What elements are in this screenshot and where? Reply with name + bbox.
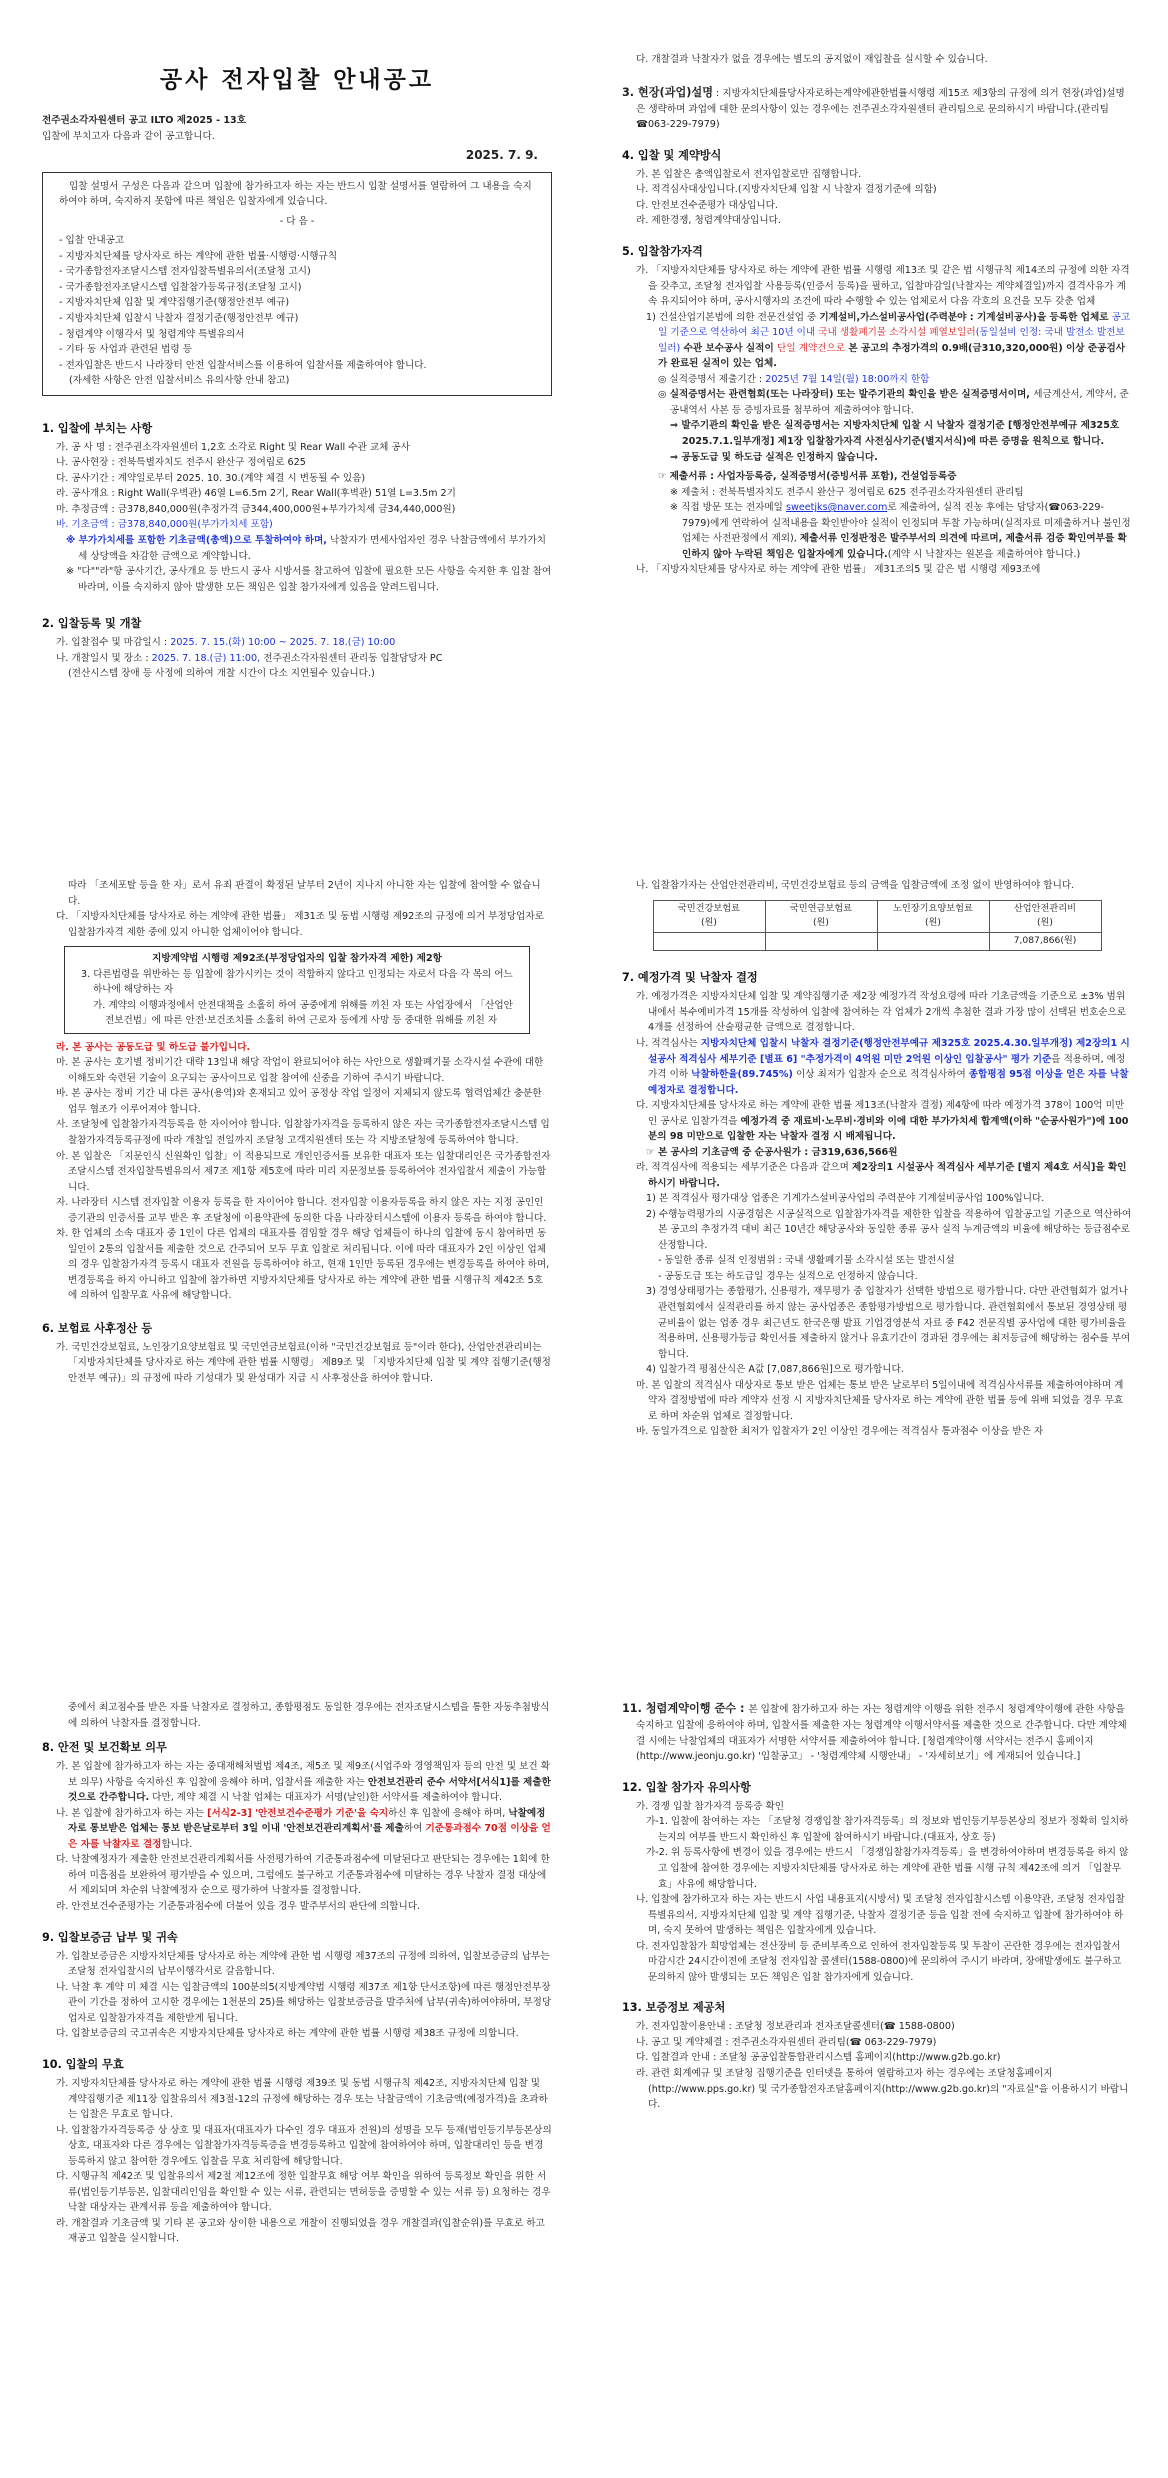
s5-docs: 제출서류 : 사업자등록증, 실적증명서(증빙서류 포함), 건설업등록증 <box>669 471 957 483</box>
s-right-item: 다. 개찰결과 낙찰자가 없을 경우에는 별도의 공지없이 재입찰을 실시할 수 있습니다. <box>636 54 988 65</box>
s2-note: (전산시스템 장애 등 사정에 의하여 개찰 시간이 다소 지연될수 있습니다.) <box>68 668 375 680</box>
s5-qual-blue: 공고일 기준으로 역산하여 최근 10년 이내 <box>658 311 1131 339</box>
s12-item: 다. 전자입찰참가 희망업체는 전산장비 등 준비부족으로 인하여 전자입찰등록 및 투찰이 곤란한 경우에는 전자입찰서 마감시간 24시간이전에 조달청 전자입찰 콜센터(1588-0800)에 문의하여 주시기 바라며, 장애발생에도 불구하고 문의하지 않아 발생되는 모든 책임은 입찰 참가자에게 있습니다. <box>636 1940 1122 1983</box>
page3-right-column <box>622 1700 1132 2113</box>
table-cell <box>653 933 765 951</box>
s7-sub-item: 1) 본 적격심사 평가대상 업종은 기계가스설비공사업의 주력분야 기계설비공사업 100%입니다. <box>646 1193 1045 1205</box>
s8-text: 하여 <box>403 1823 426 1835</box>
s13-item: 나. 공고 및 계약체결 : 전주권소각자원센터 관리팀(☎ 063-229-7979) <box>636 2036 937 2048</box>
intro-text: 입찰에 부치고자 다음과 같이 공고합니다. <box>42 130 215 142</box>
s5-item: 마. 본 공사는 호기별 정비기간 대략 13일내 해당 작업이 완료되어야 하는 사안으로 생활폐기물 소각시설 수관에 대한 이해도와 숙련된 기술이 요구되는 공사이므로 입찰 참여에 신중을 기하여 주시기 바랍니다. <box>56 1057 544 1084</box>
s1-base-amount: 바. 기초금액 : 금378,840,000원(부가가치세 포함) <box>56 519 273 531</box>
s7-text: 이상 최저가 입찰자 순으로 적격심사하여 <box>792 1069 969 1081</box>
s5-submit-place: ※ 제출처 : 전북특별자치도 전주시 완산구 정여립로 625 전주권소각자원센터 관리팀 <box>670 486 1024 498</box>
s7-text: 나. 적격심사는 <box>636 1037 701 1049</box>
s7-item-cont: 중에서 최고점수를 받은 자를 낙찰자로 결정하고, 종합평점도 동일한 경우에는 전자조달시스템을 통한 자동추첨방식에 의하여 낙찰자를 결정합니다. <box>68 1702 550 1729</box>
s8-red: 기준통과점수 70점 이상을 얻은 자를 낙찰자로 결정 <box>68 1823 551 1850</box>
s12-sub-item: 가-2. 위 등록사항에 변경이 있을 경우에는 반드시 「경쟁입찰참가자격등록」을 변경하여야하며 변경등록을 하지 않고 입찰에 참여한 경우에는 지방자치단체를 당사자로 하는 계약에 관한 법률 시행 규칙 제42조에 의거 「입찰무효」사유에 해당합니다. <box>646 1847 1129 1890</box>
s10-item: 라. 개찰결과 기초금액 및 기타 본 공고와 상이한 내용으로 개찰이 진행되었을 경우 개찰결과(입찰순위)를 무효로 하고 재공고 입찰을 실시합니다. <box>56 2217 545 2245</box>
s5-qual-bold3: 본 공고의 추정가격의 0.9배(금310,320,000원) 이상 준공검사가 완료된 실적이 있는 업체. <box>658 342 1125 370</box>
s7-text: 을 적용하며, 예정가격 이하 <box>648 1053 1126 1081</box>
page2-right-column <box>622 878 1132 1440</box>
s13-item: 가. 전자입찰이용안내 : 조달청 정보관리과 전자조달콜센터(☎ 1588-0800) <box>636 2021 955 2033</box>
section-13-heading: 13. 보증정보 제공처 <box>622 2001 726 2015</box>
s4-item: 다. 안전보건수준평가 대상입니다. <box>636 199 778 211</box>
law-box-item: 가. 계약의 이행과정에서 안전대책을 소홀히 하여 공중에게 위해를 끼친 자 또는 사업장에서 「산업안전보건법」에 따른 안전·보건조치를 소홀히 하여 근로자 등에게 사망 등 중대한 위해를 끼친 자 <box>93 999 513 1027</box>
s5-qual-red: 국내 생활폐기물 소각시설 폐열보일러 <box>818 327 976 339</box>
s8-text: 합니다. <box>161 1838 193 1850</box>
s8-item: 라. 안전보건수준평가는 기준통과점수에 더불어 있을 경우 발주부서의 판단에 의합니다. <box>56 1900 421 1912</box>
notice-box <box>42 172 552 396</box>
box-item: - 기타 동 사업과 관련된 법령 등 <box>59 344 192 356</box>
s1-item: 나. 공사현장 : 전북특별자치도 전주시 완산구 정여립로 625 <box>56 457 306 469</box>
s5-submit-text2: 로 제출하여, 실적 진농 후에는 담당자(☎063-229-7979)에게 연락하여 실적내용을 확인받아야 실적이 인정되며 투찰 가능하며(실적자료 미제출하거나 불인정 업체는 사전판정에서 제외), <box>682 502 1131 545</box>
section-9-heading: 9. 입찰보증금 납부 및 귀속 <box>42 1930 178 1944</box>
s9-item: 나. 낙찰 후 계약 미 체결 시는 입찰금액의 100분의5(지방계약법 시행령 제37조 제1항 단서조항)에 따른 행정안전부장관이 기간을 정하여 고시한 경우에는 1천분의 25)를 해당하는 입찰보증금을 발주처에 납부(귀속)하여야하며, 부정당업자로 입찰참가자격을 제한받게 됩니다. <box>56 1981 552 2024</box>
box-item: (자세한 사항은 안전 입찰서비스 유의사항 안내 참고) <box>69 375 290 387</box>
insurance-table <box>653 900 1102 952</box>
s5-email-link[interactable]: sweetjks@naver.com <box>785 502 888 514</box>
s7-sub-sub-item: - 동일한 종류 실적 인정범위 : 국내 생활폐기물 소각시설 또는 발전시설 <box>658 1255 955 1267</box>
box-item: - 지방자치단체 입찰시 낙찰자 결정기준(행정안전부 예규) <box>59 313 299 324</box>
s7-sub-item: 3) 경영상태평가는 종합평가, 신용평가, 재무평가 중 입찰자가 선택한 방법으로 평가합니다. 다만 관련협회가 없거나 관련협회에서 실적관리를 하지 않는 공사업종은 종합평가방법으로 평가합니다. 관련협회에서 통보된 경영상태 평균비율이 없는 업종 경우 최근년도 한국은행 발표 기업경영분석 자료 중 F42 전문직별 공사업에 대한 평가비율을 적용하며, 신용평가등급 확인서를 제출하지 않거나 유효기간이 경과된 경우에는 최저등급에 해당하는 점수를 부여합니다. <box>646 1286 1131 1360</box>
s1-note2: ※ "다""라"항 공사기간, 공사개요 등 반드시 공사 시방서를 참고하여 입찰에 필요한 모든 사항을 숙지한 후 입찰 참여바라며, 이를 숙지하지 않아 발생한 모든 책임은 입찰 참가자에게 있음을 알려드립니다. <box>66 566 552 593</box>
s2-label: 가. 입찰접수 및 마감일시 : <box>56 637 171 649</box>
s10-item: 다. 시행규칙 제42조 및 입찰유의서 제2절 제12조에 정한 입찰무효 해당 여부 확인을 위하여 등록정보 확인을 위한 서류(법인등기부등본, 입찰대리인임을 확인할 수 있는 서류, 관련되는 면허등을 증명할 수 있는 서류 등) 요청하는 경우 낙찰 대상자는 관계서류 등을 제출하여야 합니다. <box>56 2171 551 2214</box>
box-heading: - 다 음 - <box>279 215 315 227</box>
law-box-item: 3. 다른법령을 위반하는 등 입찰에 참가시키는 것이 적합하지 않다고 인정되는 자로서 다음 각 목의 어느 하나에 해당하는 자 <box>81 968 513 996</box>
s7-item: 가. 예정가격은 지방자치단체 입찰 및 계약집행기준 제2장 예정가격 작성요령에 따라 기초금액을 기준으로 ±3% 범위 내에서 복수예비가격 15개를 작성하여 입찰에 참여하는 각 업체가 2개씩 추첨한 결과 가장 많이 선택된 번호순으로 4개를 선정하여 산술평균한 금액으로 결정합니다. <box>636 991 1127 1034</box>
page-title: 공사 전자입찰 안내공고 <box>159 67 435 93</box>
s8-text: 가. 본 입찰에 참가하고자 하는 자는 중대재해처벌법 제4조, 제5조 및 제9조(시업주와 경영책임자 등의 안전 및 보건 확보 의무) 사항을 숙지하신 후 입찰에 응해야 하며, 입찰서를 제출한 자는 <box>56 1761 550 1788</box>
notice-number: 전주권소각자원센터 공고 ILTO 제2025 - 13호 <box>42 115 247 127</box>
s7-score: 종합평점 95점 이상을 얻은 자를 낙찰예정자로 결정합니다. <box>648 1069 1129 1096</box>
s7-bold: 제2장의1 시설공사 적격심사 세부기준 [별지 제4호 서식]을 확인하시기 바랍니다. <box>648 1162 1127 1189</box>
s7-item: 마. 본 입찰의 적격심사 대상자로 통보 받은 업체는 통보 받은 날로부터 5일이내에 적격심사서류를 제출하여야하며 계약자 결정방법에 따라 계약자 선정 시 지방자치단체를 당사자로 하는 계약에 관한 법률 등에 위배 되었을 경우 무효로 하며 차순위 업체로 결정합니다. <box>636 1379 1124 1422</box>
s5-item: 사. 조달청에 입찰참가자격등록을 한 자이어야 합니다. 입찰참가자격을 등록하지 않은 자는 국가종합전자조달시스템 입찰참가자격등록규정에 따라 개찰일 전일까지 조달청 고객지원센터 또는 각 지방조달청에 등록하여야 합니다. <box>56 1119 550 1146</box>
s1-note: ※ 부가가치세를 포함한 기초금액(총액)으로 투찰하여야 하며, <box>66 534 327 546</box>
s12-item: 나. 입찰에 참가하고자 하는 자는 반드시 사업 내용표지(시방서) 및 조달청 전자입찰시스템 이용약관, 조달청 전자입찰 특별유의서, 지방자치단체 입찰 및 계약 집행기준, 낙찰자 결정기준 등을 입찰 전에 숙지하고 입찰에 참가하여야 하며, 숙지 못하여 발생하는 책임은 입찰자에게 있습니다. <box>636 1894 1125 1937</box>
table-cell: 7,087,866(원) <box>989 933 1101 951</box>
s7-item: 바. 동일가격으로 입찰한 최저가 입찰자가 2인 이상인 경우에는 적격심사 통과점수 이상을 받은 자 <box>636 1426 1044 1438</box>
s10-item: 나. 입찰참가자격등록증 상 상호 및 대표자(대표자가 다수인 경우 대표자 전원)의 성명을 모두 등재(법인등기부등본상의 상호, 대표자와 다른 경우에는 입찰참가자격등록증을 변경등록하고 입찰에 참여하여야 하며, 입찰대리인 등을 변경등록하지 않고 참여한 경우에도 입찰을 무효 처리함에 해당합니다. <box>56 2124 552 2167</box>
s6-item: 가. 국민건강보험료, 노인장기요양보험료 및 국민연금보험료(이하 "국민건강보험료 등"이라 한다), 산업안전관리비는 「지방자치단체를 당사자로 하는 계약에 관한 법률 시행령」 제89조 및 「지방자치단체 입찰 및 계약 집행기준(행정안전부 예규)」의 규정에 따라 기성대가 및 완성대가 지급 시 사후정산을 하여야 합니다. <box>56 1341 551 1385</box>
box-item: - 국가종합전자조달시스템 입찰참가등록규정(조달청 고시) <box>59 281 302 293</box>
s5-qual-red2: 단일 계약건으로 <box>777 342 845 354</box>
s4-item: 나. 적격심사대상입니다.(지방자치단체 입찰 시 낙찰자 결정기준에 의함) <box>636 184 937 196</box>
table-cell <box>765 933 877 951</box>
s1-note-cont: 낙찰자가 면세사업자인 경우 낙찰금액에서 부가가치세 상당액을 차감한 금액으로 계약합니다. <box>78 534 547 562</box>
s5-deadline-label: ◎ 실적증명서 제출기간 : <box>658 373 766 385</box>
s5-item: 아. 본 입찰은 「지문인식 신원확인 입찰」이 적용되므로 개인인증서를 보유한 대표자 또는 입찰대리인은 국가종합전자조달시스템 전자입찰특별유의서 제7조 제1항 제5호에 따라 미리 지문정보를 등록하여야 전자입찰서 제출이 가능합니다. <box>56 1150 551 1193</box>
law-box <box>64 946 530 1034</box>
s8-text: 나. 본 입찰에 참가하고자 하는 자는 <box>56 1807 208 1819</box>
s2-period: 2025. 7. 15.(화) 10:00 ~ 2025. 7. 18.(금) 10:00 <box>170 637 396 649</box>
section-5-heading: 5. 입찰참가자격 <box>622 245 703 258</box>
box-item: - 지방자치단체를 당사자로 하는 계약에 관한 법률·시행령·시행규칙 <box>59 250 338 262</box>
s5-qual-bold: 기계설비,가스설비공사업(주력분야 : 기계설비공사)을 등록한 업체로 <box>819 311 1109 323</box>
s5-item: 바. 본 공사는 정비 기간 내 다른 공사(용역)와 혼재되고 있어 공정상 작업 일정이 지체되지 않도록 협력업체간 충분한 업무 협조가 이루어져야 합니다. <box>56 1088 542 1115</box>
s3-text: 지방자치단체를당사자로하는계약에관한법률시행령 제15조 제3항의 규정에 의거 현장(과업)설명은 생략하며 과업에 대한 문의사항이 있는 경우에는 전주권소각자원센터 관리팀으로 문의하시기 바랍니다.(관리팀 ☎063-229-7979) <box>636 87 1125 131</box>
s5-item: 가. 「지방자치단체를 당사자로 하는 계약에 관한 법률 시행령 제13조 및 같은 법 시행규칙 제14조의 규정에 의한 자격을 갖추고, 조달청 전자입찰 사용등록(인증서 등록)을 필하고, 입찰마감일(낙찰자는 계약체결일)까지 결격사유가 계속 유지되어야 하며, 공사시행자의 조건에 따라 수행할 수 있는 업체로서 다음 각호의 요건을 모두 갖춘 업체 <box>636 265 1130 308</box>
s11-text: 본 입찰에 참가하고자 하는 자는 청렴계약 이행을 위한 전주시 청렴계약이행에 관한 사항을 숙지하고 입찰에 응하여야 하며, 입찰서를 제출한 자는 청렴계약 이행서약서를 제출한 것으로 간주합니다. 다만 계약체결 시에는 낙찰업체의 대표자가 서명한 서약서를 제출하여야 합니다. [청렴계약이행 서약서는 전주시 홈페이지(http://www.jeonju.go.kr) '입찰공고」 - '청렴계약체 시행안내」 - '자세히보기」에 게재되어 있습니다.] <box>636 1704 1127 1763</box>
s5-item: 자. 나라장터 시스템 전자입찰 이용자 등록을 한 자이어야 합니다. 전자입찰 이용자등록을 하지 않은 자는 지정 공인인증기관의 인증서를 교부 받은 후 조달청에 이용약관에 동의한 다음 나라장터시스템에 이용자 등록을 하여야 합니다. <box>56 1197 547 1224</box>
page3-left-column <box>42 1700 552 2247</box>
s2-open-time: 2025. 7. 18.(금) 11:00, <box>151 652 261 664</box>
section-1-heading: 1. 입찰에 부치는 사항 <box>42 421 153 435</box>
table-header: 노인장기요양보험료 (원) <box>877 900 989 933</box>
s2-place: 전주권소각자원센터 관리동 입찰담당자 PC <box>260 652 443 664</box>
section-6-heading: 6. 보험료 사후정산 등 <box>42 1321 153 1335</box>
s10-item: 가. 지방자치단체를 당사자로 하는 계약에 관한 법률 시행령 제39조 및 동법 시행규칙 제42조, 지방자치단체 입찰 및 계약집행기준 제11장 입찰유의서 제3절-12의 규정에 해당하는 경우 또는 낙찰금액이 기초금액(예정가격)을 초과하는 입찰은 무효로 합니다. <box>56 2077 548 2121</box>
section-3-heading: 3. 현장(과업)설명 <box>622 85 713 99</box>
page1-right-column: 다. 개찰결과 낙찰자가 없을 경우에는 별도의 공지없이 재입찰을 실시할 수 있습니다. 3. 현장(과업)설명 : 지방자치단체를당사자로하는계약에관한법률시행령 제15조 제3항의 규정에 의거 현장(과업)설명은 생략하며 과업에 대한 문의사항이 있는 경우에는 전주권소각자원센터 관리팀으로 문의하시기 바랍니다.(관리팀 ☎063-229-7979) 4. 입찰 및 계약방식 가. 본 입찰은 총액입찰로서 전자입찰로만 집행합니다. 나. 적격심사대상입니다.(지방자치단체 입찰 시 낙찰자 결정기준에 의함) 다. 안전보건수준평가 대상입니다. 라. 제한경쟁, 청렴계약대상입니다. 5. 입찰참가자격 가. 「지방자치단체를 당사자로 하는 계약에 관한 법률 시행령 제13조 및 같은 법 시행규칙 제14조의 규정에 의한 자격을 갖추고, 조달청 전자입찰 사용등록(인증서 등록)을 필하고, 입찰마감일(낙찰자는 계약체결일)까지 결격사유가 계속 유지되어야 하며, 공사시행자의 조건에 따라 수행할 수 있는 업체로서 다음 각호의 요건을 모두 갖춘 업체 1) 건설산업기본법에 의한 전문건설업 중 기계설비,가스설비공사업(주력분야 : 기계설비공사)을 등록한 업체로 공고일 기준으로 역산하여 최근 10년 이내 국내 생활폐기물 소각시설 폐열보일러(동일설비 인정: 국내 발전소 발전보일러) 수관 보수공사 실적이 단일 계약건으로 본 공고의 추정가격의 0.9배(금310,320,000원) 이상 준공검사가 완료된 실적이 있는 업체. ◎ 실적증명서 제출기간 : 2025년 7월 14일(월) 18:00까지 한함 ◎ 실적증명서는 관련협회(또는 나라장터) 또는 발주기관의 확인을 받은 실적증명서이며, 세금계산서, 계약서, 준공내역서 사본 등 증빙자료를 첨부하여 제출하여야 합니다. ⇒ 발주기관의 확인을 받은 실적증명서는 지방자치단체 입찰 시 낙찰자 결정기준 [행정안전부예규 제325호 2025.7.1.일부개정] 제1장 입찰참가자격 사전심사기준(별지서식)에 따른 증명을 원칙으로 합니다. ⇒ 공동도급 및 하도급 실적은 인정하지 않습니다. ☞ 제출서류 : 사업자등록증, 실적증명서(증빙서류 포함), 건설업등록증 ※ 제출처 : 전북특별자치도 전주시 완산구 정여립로 625 전주권소각자원센터 관리팀 ※ 직접 방문 또는 전자메일 sweetjks@naver.com로 제출하여, 실적 진농 후에는 담당자(☎063-229-7979)에게 연락하여 실적내용을 확인받아야 실적이 인정되며 투찰 가능하며(실적자료 미제출하거나 불인정 업체는 사전판정에서 제외), 제출서류 인정판정은 발주부서의 의견에 따르며, 제출서류 검증 확인여부를 확인하지 않아 누락된 책임은 입찰자에게 있습니다.(계약 시 낙찰자는 원본을 제출하여야 합니다.) 나. 「지방자치단체를 당사자로 하는 계약에 관한 법률」 제31조의5 및 같은 법 시행령 제93조에 <box>622 52 1132 578</box>
s5-proof-text2: 세금계산서, 계약서, 준공내역서 사본 등 증빙자료를 첨부하여 제출하여야 합니다. <box>670 389 1129 416</box>
s5-arrow-note: ⇒ 발주기관의 확인을 받은 실적증명서는 지방자치단체 입찰 시 낙찰자 결정기준 [행정안전부예규 제325호 2025.7.1.일부개정] 제1장 입찰참가자격 사전심사기준(별지서식)에 따른 증명을 원칙으로 합니다. <box>670 420 1120 447</box>
s1-item: 라. 공사개요 : Right Wall(우벽관) 46열 L=6.5m 2기, Rear Wall(후벽관) 51열 L=3.5m 2기 <box>56 488 456 500</box>
s8-text: 하신 후 입찰에 응해야 하며, <box>388 1807 509 1819</box>
page2-left-column <box>42 878 552 1387</box>
s9-item: 가. 입찰보증금은 지방자치단체를 당사자로 하는 계약에 관한 법 시행령 제37조의 규정에 의하여, 입찰보증금의 납부는 조달청 전자입찰시의 납부이행각서로 갈음합니다. <box>56 1950 550 1978</box>
box-item: - 청렴계약 이행각서 및 청렴계약 특별유의서 <box>59 328 245 340</box>
section-2-heading: 2. 입찰등록 및 개찰 <box>42 617 142 631</box>
table-header: 산업안전관리비 (원) <box>989 900 1101 933</box>
box-text: 입찰 설명서 구성은 다음과 같으며 입찰에 참가하고자 하는 자는 반드시 입찰 설명서를 열람하여 그 내용을 숙지하여야 하며, 숙지하지 못함에 따른 책임은 입찰자에게 있습니다. <box>59 180 532 208</box>
box-item: - 입찰 안내공고 <box>59 235 125 247</box>
table-header: 국민연금보험료 (원) <box>765 900 877 933</box>
s4-item: 라. 제한경쟁, 청렴계약대상입니다. <box>636 215 781 227</box>
s8-text: 다만, 계약 체결 시 낙찰 업체는 대표자가 서명(날인)한 서약서를 제출하여야 합니다. <box>149 1792 503 1804</box>
s5-deadline: 2025년 7월 14일(월) 18:00까지 한함 <box>765 373 930 385</box>
s5-submit-text3: (계약 시 낙찰자는 원본을 제출하여야 합니다.) <box>887 548 1081 560</box>
s5-item: 나. 「지방자치단체를 당사자로 하는 계약에 관한 법률」 제31조의5 및 같은 법 시행령 제93조에 <box>636 564 1041 576</box>
s5-submit-bold: 제출서류 인정판정은 발주부서의 의견에 따르며, 제출서류 검증 확인여부를 확인하지 않아 누락된 책임은 입찰자에게 있습니다. <box>682 533 1127 560</box>
s7-net-cost: ☞ 본 공사의 기초금액 중 순공사원가 : 금319,636,566원 <box>646 1146 898 1158</box>
box-item: - 지방자치단체 입찰 및 계약집행기준(행정안전부 예규) <box>59 297 290 309</box>
s4-item: 가. 본 입찰은 총액입찰로서 전자입찰로만 집행합니다. <box>636 168 862 180</box>
s7-criteria: 지방자치단체 입찰시 낙찰자 결정기준(행정안전부예규 제325호 2025.4.30.일부개정) 제2장의1 시설공사 적격심사 세부기준 [별표 6] "추정가격이 4억원 미만 2억원 이상인 입찰공사" 평가 기준 <box>648 1037 1130 1065</box>
law-box-title: 지방계약법 시행령 제92조(부정당업자의 입찰 참가자격 제한) 제2항 <box>152 953 442 965</box>
s8-item: 다. 낙찰예정자가 제출한 안전보건관리계획서를 사전평가하여 기준통과점수에 미달된다고 판단되는 경우에는 1회에 한하여 미흡점을 보완하여 평가받을 수 있으며, 그럼에도 불구하고 기준통과점수에 미달하는 경우 낙찰자 결정 대상에서 제외되며 차순위 낙찰예정자 순으로 평가하여 낙찰자를 결정합니다. <box>56 1854 550 1897</box>
s8-bold: 낙찰예정자로 통보받은 업체는 통보 받은날로부터 3일 이내 '안전보건관리계획서'를 제출 <box>68 1807 546 1835</box>
s1-item: 다. 공사기간 : 계약일로부터 2025. 10. 30.(계약 체결 시 변동될 수 있음) <box>56 472 366 484</box>
page1-left-column <box>42 62 552 682</box>
section-12-heading: 12. 입찰 참가자 유의사항 <box>622 1780 751 1794</box>
s5-no-joint: 라. 본 공사는 공동도급 및 하도급 불가입니다. <box>56 1041 251 1053</box>
s7-sub-sub-item: - 공동도급 또는 하도급일 경우는 실적으로 인정하지 않습니다. <box>658 1270 918 1282</box>
s5-item: 차. 한 업체의 소속 대표자 중 1인이 다른 업체의 대표자를 겸임할 경우 해당 업체들이 하나의 입찰에 동시 참여하면 동일인이 2통의 입찰서를 제출한 것으로 간주되어 모두 무효 입찰로 처리됩니다. 이에 따라 대표자가 2인 이상인 업체의 경우 입찰참가자격 등록시 대표자 전원을 등록하여야 하고, 현재 1인만 등록된 경우에는 변경등록을 하여야 하며, 변경등록을 하지 아니하고 입찰에 참가하면 지방자치단체를 당사자로 하는 계약에 관한 법률 시행규칙 제42조 5호에 의하여 입찰무효 사유에 해당합니다. <box>56 1228 550 1302</box>
s1-item: 마. 추정금액 : 금378,840,000원(추정가격 금344,400,000원+부가가치세 금34,440,000원) <box>56 503 456 515</box>
box-item: - 국가종합전자조달시스템 전자입찰특별유의서(조달청 고시) <box>59 266 311 278</box>
section-4-heading: 4. 입찰 및 계약방식 <box>622 148 722 162</box>
s5-arrow-note2: ⇒ 공동도급 및 하도급 실적은 인정하지 않습니다. <box>670 451 878 463</box>
s5-submit-text: ※ 직접 방문 또는 전자메일 <box>670 502 783 514</box>
section-10-heading: 10. 입찰의 무효 <box>42 2057 124 2071</box>
s7-text: 다. 지방자치단체를 당사자로 하는 계약에 관한 법률 제13조(낙찰자 결정) 제4항에 따라 예정가격 378이 100억 미만인 공사로 입찰가격을 <box>636 1100 1125 1127</box>
section-8-heading: 8. 안전 및 보건확보 의무 <box>42 1741 167 1755</box>
s1-item: 가. 공 사 명 : 전주권소각자원센터 1,2호 소각로 Right 및 Rear Wall 수관 교체 공사 <box>56 441 410 453</box>
s12-sub-item: 가-1. 입찰에 참여하는 자는 「조달청 경쟁입찰 참가자격등록」의 정보와 법인등기부등본상의 정보가 정확히 일치하는지의 여부를 반드시 확인하신 후 입찰에 참여하시기 바랍니다.(대표자, 상호 등) <box>646 1816 1129 1843</box>
s13-item: 다. 입찰결과 안내 : 조달청 공공입찰통합관리시스템 홈페이지(http://www.g2b.go.kr) <box>636 2052 1001 2064</box>
s13-item: 라. 관련 회계예규 및 조달청 집행기준을 인터넷을 통하여 열람하고자 하는 경우에는 조달청홈페이지(http://www.pps.go.kr) 및 국가종합전자조달홈페이지(http://www.g2b.go.kr)의 "자료실"을 이용하시기 바랍니다. <box>636 2067 1129 2111</box>
s5-qual-text: 1) 건설산업기본법에 의한 전문건설업 중 <box>646 311 820 323</box>
section-11-heading: 11. 청렴계약이행 준수 : <box>622 1702 749 1715</box>
s5-qual-bold2: 수관 보수공사 실적이 <box>680 342 778 354</box>
s2-label: 나. 개찰일시 및 장소 : <box>56 652 152 664</box>
s6-item: 나. 입찰참가자는 산업안전관리비, 국민건강보험료 등의 금액을 입찰금액에 조정 없이 반영하여야 합니다. <box>636 880 1075 891</box>
s8-bold: 안전보건관리 준수 서약서[서식1]를 제출한 것으로 간주합니다. <box>68 1776 551 1804</box>
s5-hand-icon: ☞ <box>658 471 670 483</box>
s9-item: 다. 입찰보증금의 국고귀속은 지방자치단체를 당사자로 하는 계약에 관한 법률 시행령 제38조 규정에 의합니다. <box>56 2028 519 2040</box>
box-item: - 전자입찰은 반드시 나라장터 안전 입찰서비스를 이용하여 입찰서를 제출하여야 합니다. <box>59 359 427 371</box>
s12-item: 가. 경쟁 입찰 참가자격 등록증 확인 <box>636 1800 785 1812</box>
s7-text: 라. 적격심사에 적용되는 세부기준은 다음과 같으며 <box>636 1162 852 1174</box>
s7-bold: 예정가격 중 재료비·노무비·경비와 이에 대한 부가가치세 합계액(이하 "순공사원가")에 100분의 98 미만으로 입찰한 자는 낙찰자 결정 시 배제됩니다. <box>648 1115 1129 1143</box>
table-header: 국민건강보험료 (원) <box>653 900 765 933</box>
s7-sub-item: 2) 수행능력평가의 시공경험은 시공실적으로 입찰참가자격을 제한한 입찰을 적용하여 입찰공고일 기준으로 역산하여 본 공고의 추정가격 대비 최근 10년간 해당공사와 동일한 종류 공사 실적 누계금액의 비율에 해당하는 등급점수로 산정합니다. <box>646 1208 1132 1251</box>
s5-qual-blue2: (동일설비 인정: 국내 발전소 발전보일러) <box>658 327 1125 354</box>
section-7-heading: 7. 예정가격 및 낙찰자 결정 <box>622 971 758 985</box>
s7-sub-item: 4) 입찰가격 평점산식은 A값 [7,087,866원]으로 평가합니다. <box>646 1364 904 1376</box>
notice-date: 2025. 7. 9. <box>465 148 538 163</box>
s5-item: 다. 「지방자치단체를 당사자로 하는 계약에 관한 법률」 제31조 및 동법 시행령 제92조의 규정에 의거 부정당업자로 입찰참가자격 제한 중에 있지 아니한 업체이어야 합니다. <box>56 911 544 938</box>
table-cell <box>877 933 989 951</box>
s5-item-cont: 따라 「조세포탈 등을 한 자」로서 유죄 판결이 확정된 날부터 2년이 지나지 아니한 자는 입찰에 참여할 수 없습니다. <box>68 880 541 907</box>
s8-red: [서식2-3] '안전보건수준평가 기준'을 숙지 <box>207 1807 389 1819</box>
s5-proof-text: ◎ 실적증명서는 관련협회(또는 나라장터) 또는 발주기관의 확인을 받은 실적증명서이며, <box>658 389 1034 401</box>
s7-rate: 낙찰하한율(89.745%) <box>691 1069 793 1081</box>
